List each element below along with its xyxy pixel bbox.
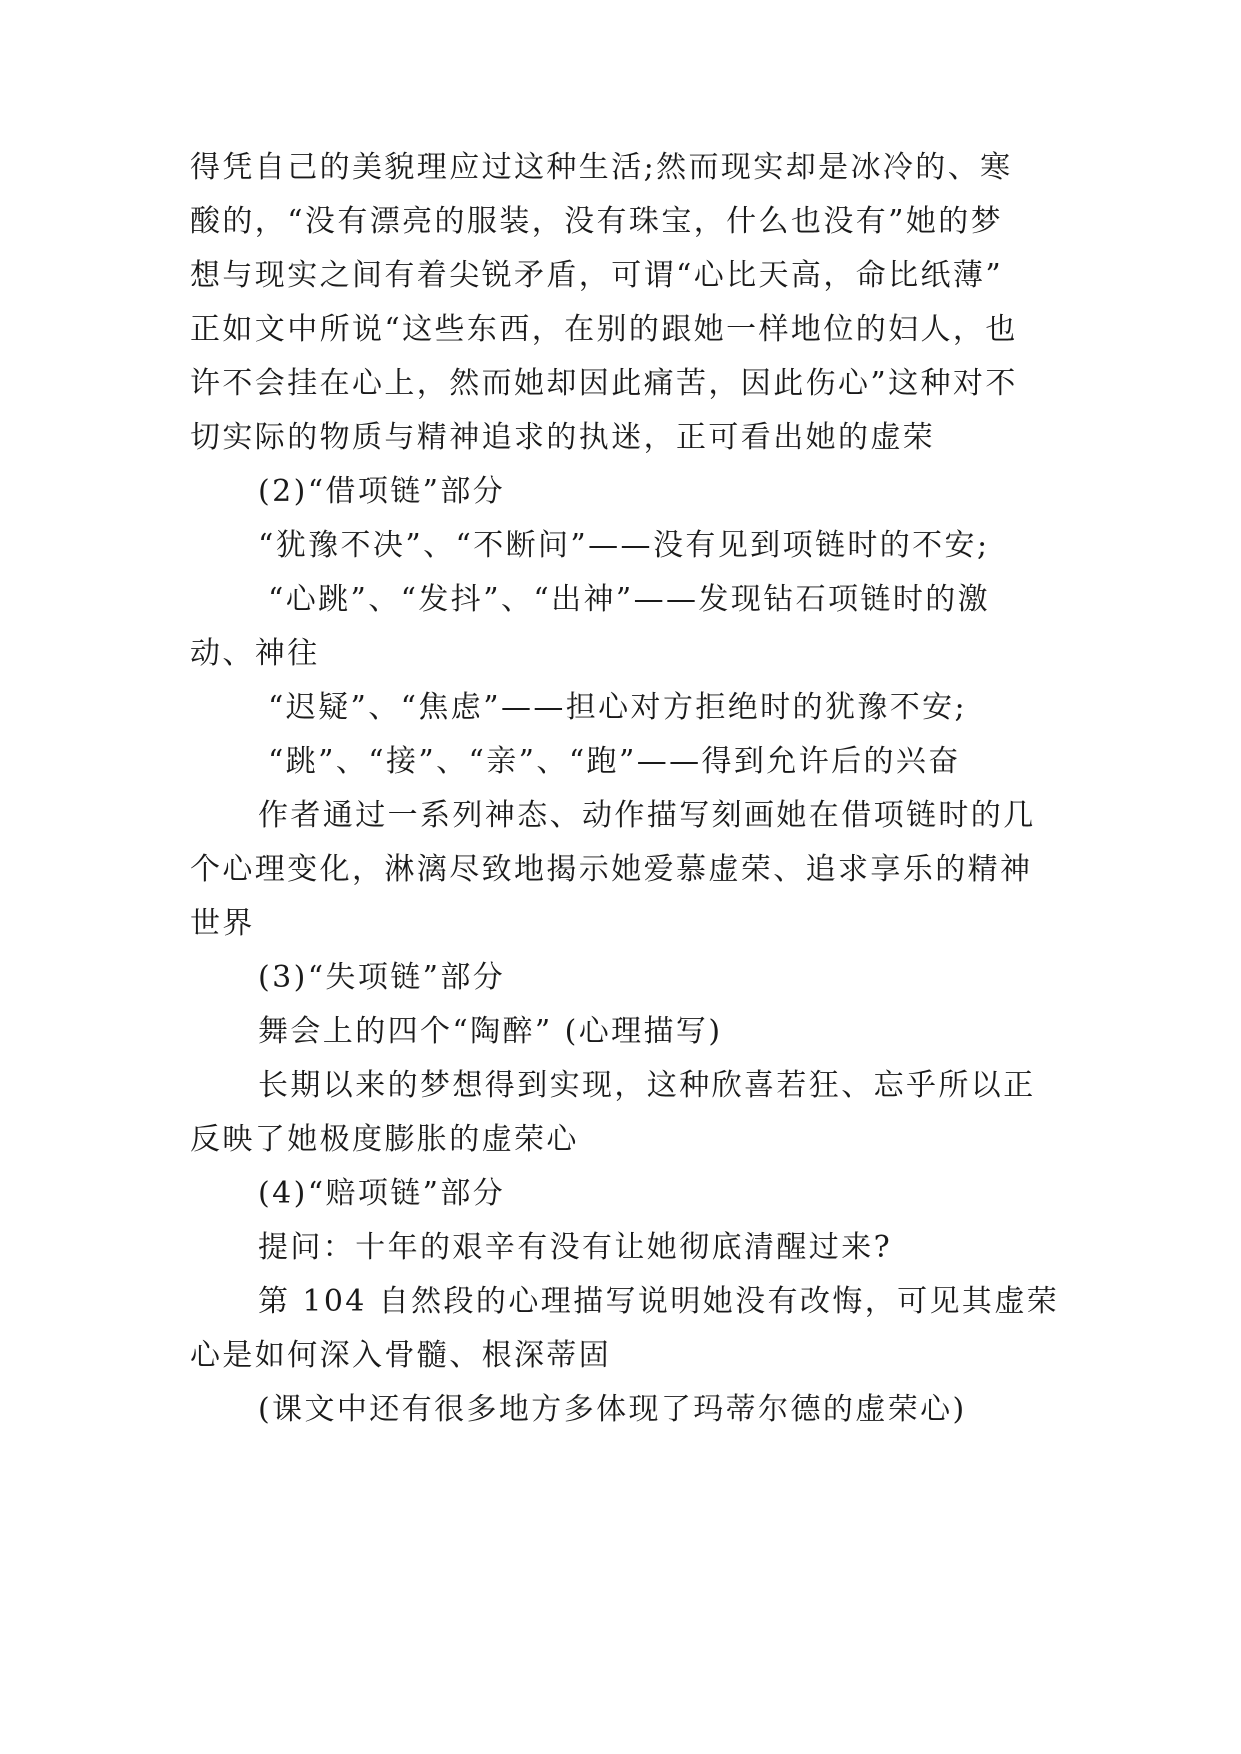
paragraph-line: 想与现实之间有着尖锐矛盾，可谓“心比天高，命比纸薄” <box>190 258 1004 293</box>
paragraph-line: 酸的，“没有漂亮的服装，没有珠宝，什么也没有”她的梦 <box>190 204 1004 239</box>
paragraph-line: 第 104 自然段的心理描写说明她没有改悔，可见其虚荣 <box>258 1284 1060 1319</box>
paragraph-line: 许不会挂在心上，然而她却因此痛苦，因此伤心”这种对不 <box>190 366 1018 401</box>
paragraph-line: 得凭自己的美貌理应过这种生活;然而现实却是冰冷的、寒 <box>190 150 1013 185</box>
section-heading: (2)“借项链”部分 <box>258 474 506 509</box>
paragraph-line: (课文中还有很多地方多体现了玛蒂尔德的虚荣心) <box>258 1392 967 1427</box>
paragraph-line: 心是如何深入骨髓、根深蒂固 <box>190 1338 612 1373</box>
section-heading: (3)“失项链”部分 <box>258 960 506 995</box>
paragraph-line: 切实际的物质与精神追求的执迷，正可看出她的虚荣 <box>190 420 936 455</box>
paragraph-line: “心跳”、“发抖”、“出神”——发现钻石项链时的激 <box>268 582 991 617</box>
paragraph-line: 舞会上的四个“陶醉” (心理描写) <box>258 1014 723 1049</box>
paragraph-line: “跳”、“接”、“亲”、“跑”——得到允许后的兴奋 <box>268 744 961 779</box>
paragraph-line: 世界 <box>190 906 255 941</box>
paragraph-line: “迟疑”、“焦虑”——担心对方拒绝时的犹豫不安; <box>268 690 968 725</box>
paragraph-line: 提问：十年的艰辛有没有让她彻底清醒过来? <box>258 1230 893 1265</box>
paragraph-line: 正如文中所说“这些东西，在别的跟她一样地位的妇人，也 <box>190 312 1018 347</box>
paragraph-line: “犹豫不决”、“不断问”——没有见到项链时的不安; <box>258 528 990 563</box>
paragraph-line: 长期以来的梦想得到实现，这种欣喜若狂、忘乎所以正 <box>258 1068 1036 1103</box>
paragraph-line: 个心理变化，淋漓尽致地揭示她爱慕虚荣、追求享乐的精神 <box>190 852 1033 887</box>
paragraph-line: 动、神往 <box>190 636 320 671</box>
section-heading: (4)“赔项链”部分 <box>258 1176 506 1211</box>
paragraph-line: 作者通过一系列神态、动作描写刻画她在借项链时的几 <box>258 798 1036 833</box>
paragraph-line: 反映了她极度膨胀的虚荣心 <box>190 1122 579 1157</box>
